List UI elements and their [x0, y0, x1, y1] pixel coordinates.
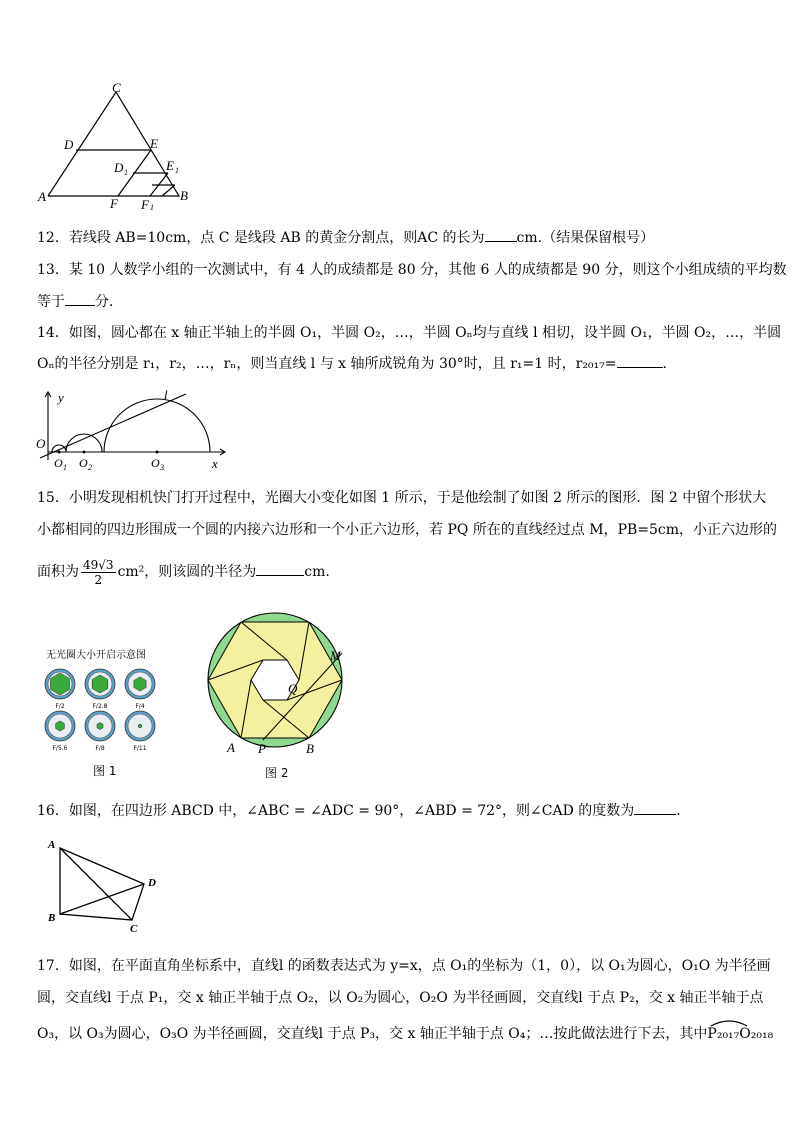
label-O3: O	[151, 456, 160, 470]
label-y: y	[58, 390, 64, 405]
q16-text: 16．如图，在四边形 ABCD 中，∠ABC = ∠ADC = 90°，∠ABD = 72°，则∠CAD 的度数为	[37, 803, 635, 819]
semicircle-figure	[36, 388, 236, 474]
label-O1-sub: 1	[63, 463, 67, 472]
q13-tail: 分．	[95, 294, 123, 310]
q12-text: 12．若线段 AB=10cm，点 C 是线段 AB 的黄金分割点，则AC 的长为	[37, 230, 485, 246]
q15-text-mid: cm²，则该圆的半径为	[117, 564, 257, 580]
aperture-label: F/11	[133, 745, 147, 752]
area-fraction	[81, 558, 116, 587]
label-C: C	[112, 80, 121, 95]
q14-answer-blank[interactable]	[617, 353, 663, 368]
aperture-icon	[45, 711, 75, 752]
label-F1: F	[141, 197, 149, 210]
aperture-label: F/2.8	[92, 703, 108, 710]
label-l: l	[164, 388, 168, 402]
q12-answer-blank[interactable]	[485, 227, 517, 242]
label-A: A	[48, 839, 56, 851]
arc-label-text: P₂₀₁₇O₂₀₁₈	[707, 1026, 774, 1042]
label-F1-sub: 1	[150, 203, 154, 210]
label-P: P	[258, 741, 266, 756]
aperture-label: F/2	[55, 703, 65, 710]
aperture-icon	[125, 711, 155, 752]
label-D: D	[148, 877, 156, 889]
aperture-label: F/5.6	[52, 745, 68, 752]
label-M: M	[330, 648, 341, 663]
q17-text: O₃，以 O₃为圆心，O₃O 为半径画圆，交直线l 于点 P₃，交 x 轴正半轴于点 O₄；…按此做法进行下去，其中	[37, 1026, 708, 1042]
question-16	[37, 800, 681, 821]
label-E1: E	[166, 158, 174, 173]
label-O3-sub: 3	[160, 463, 164, 472]
label-E1-sub: 1	[175, 166, 179, 175]
triangle-figure	[36, 80, 196, 210]
label-D1: D	[114, 160, 124, 175]
aperture-label: F/4	[135, 703, 145, 710]
aperture-label: F/8	[95, 745, 105, 752]
arc-label	[707, 1024, 773, 1044]
label-O2: O	[79, 456, 88, 470]
question-13-line2	[37, 291, 123, 312]
label-O2-sub: 2	[88, 463, 92, 472]
aperture-figure-2	[200, 610, 360, 785]
fraction-denominator: 2	[94, 572, 103, 587]
aperture-icon	[85, 669, 115, 710]
q16-tail: .	[676, 803, 681, 819]
label-D: D	[64, 137, 74, 152]
label-B: B	[48, 912, 56, 924]
q15-answer-blank[interactable]	[256, 561, 304, 576]
figure1-title: 无光圈大小开启示意图	[46, 650, 146, 661]
aperture-icon	[45, 669, 75, 710]
q16-answer-blank[interactable]	[634, 800, 676, 815]
aperture-figure-1	[38, 644, 173, 779]
q13-text: 等于	[37, 294, 65, 310]
fraction-numerator: 49√3	[83, 557, 114, 572]
label-E: E	[150, 136, 158, 151]
q14-tail: .	[662, 356, 667, 372]
label-B: B	[306, 741, 314, 756]
question-15-line2: 小都相同的四边形围成一个圆的内接六边形和一个小正六边形，若 PQ 所在的直线经过点 M，PB=5cm，小正六边形的	[37, 522, 778, 538]
figure1-caption: 图 1	[93, 764, 117, 778]
question-15-line3	[37, 557, 330, 587]
label-D1-sub: 1	[124, 168, 128, 177]
q12-tail: cm.（结果保留根号）	[516, 230, 655, 246]
label-x: x	[212, 456, 218, 471]
question-17-line2: 圆，交直线l 于点 P₁，交 x 轴正半轴于点 O₂，以 O₂为圆心，O₂O 为半径画圆，交直线l 于点 P₂，交 x 轴正半轴于点	[37, 990, 764, 1006]
q14-text: Oₙ的半径分别是 r₁，r₂，…，rₙ，则当直线 l 与 x 轴所成锐角为 30°时，且 r₁=1 时，r₂₀₁₇=	[37, 356, 617, 372]
question-14-line1: 14．如图，圆心都在 x 轴正半轴上的半圆 O₁，半圆 O₂，…，半圆 Oₙ均与直线 l 相切，设半圆 O₁，半圆 O₂，…，半圆	[37, 325, 782, 341]
question-12	[37, 227, 654, 248]
label-A: A	[38, 189, 46, 204]
aperture-icon	[125, 669, 155, 710]
label-F: F	[110, 196, 118, 210]
q13-answer-blank[interactable]	[65, 291, 95, 306]
question-17-line3	[37, 1024, 773, 1044]
label-C: C	[130, 923, 138, 935]
label-A: A	[227, 740, 235, 755]
quadrilateral-figure	[44, 836, 174, 936]
figure2-caption: 图 2	[265, 766, 289, 780]
label-O1: O	[54, 456, 63, 470]
arc-mark	[709, 1018, 749, 1028]
question-15-line1: 15．小明发现相机快门打开过程中，光圈大小变化如图 1 所示，于是他绘制了如图 2 所示的图形．图 2 中留个形状大	[37, 490, 767, 506]
aperture-icons	[38, 664, 173, 764]
question-13-line1: 13．某 10 人数学小组的一次测试中，有 4 人的成绩都是 80 分，其他 6 人的成绩都是 90 分，则这个小组成绩的平均数	[37, 262, 787, 278]
aperture-icon	[85, 711, 115, 752]
question-17-line1: 17．如图，在平面直角坐标系中，直线l 的函数表达式为 y=x，点 O₁的坐标为（1，0），以 O₁为圆心，O₁O 为半径画	[37, 958, 771, 974]
label-Q: Q	[288, 681, 298, 696]
label-O: O	[36, 436, 46, 451]
q15-tail: cm.	[304, 564, 330, 580]
q15-text: 面积为	[37, 564, 79, 580]
label-B: B	[180, 188, 188, 203]
question-14-line2	[37, 353, 667, 374]
